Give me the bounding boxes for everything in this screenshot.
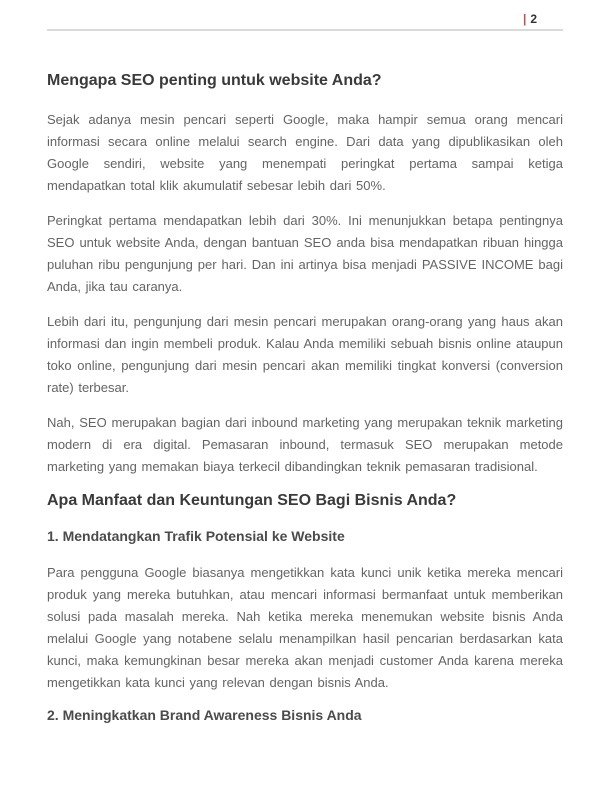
paragraph: Peringkat pertama mendapatkan lebih dari 30%. Ini menunjukkan betapa pentingnya SEO untuk website Anda, dengan bantuan SEO anda bisa mendapatkan ribuan hingga puluhan ribu pengunjung per hari. Dan ini artinya bisa menjadi PASSIVE INCOME bagi Anda, jika tau caranya. [47, 213, 563, 294]
subheading-traffic: 1. Mendatangkan Trafik Potensial ke Website [47, 528, 345, 544]
paragraph: Lebih dari itu, pengunjung dari mesin pencari merupakan orang-orang yang haus akan informasi dan ingin membeli produk. Kalau Anda memiliki sebuah bisnis online ataupun toko online, pengunjung dari mesin pencari akan memiliki tingkat konversi (conversion rate) terbesar. [47, 314, 563, 395]
section-heading-benefits: Apa Manfaat dan Keuntungan SEO Bagi Bisnis Anda? [47, 492, 457, 509]
section-heading-why-seo: Mengapa SEO penting untuk website Anda? [47, 72, 382, 89]
document-content [47, 0, 563, 741]
paragraph: Nah, SEO merupakan bagian dari inbound marketing yang merupakan teknik marketing modern di era digital. Pemasaran inbound, termasuk SEO merupakan metode marketing yang memakan biaya terkecil dibandingkan teknik pemasaran tradisional. [47, 415, 563, 474]
paragraph: Sejak adanya mesin pencari seperti Google, maka hampir semua orang mencari informasi secara online melalui search engine. Dari data yang dipublikasikan oleh Google sendiri, website yang menempati peringkat pertama sampai ketiga mendapatkan total klik akumulatif sebesar lebih dari 50%. [47, 112, 563, 193]
page-number: 2 [530, 12, 537, 26]
page-number-separator: | [522, 12, 527, 26]
paragraph: Para pengguna Google biasanya mengetikkan kata kunci unik ketika mereka mencari produk yang mereka butuhkan, atau mencari informasi bermanfaat untuk memberikan solusi pada masalah mereka. Nah ketika mereka menemukan website bisnis Anda melalui Google yang notabene selalu menampilkan hasil pencarian berdasarkan kata kunci, maka kemungkinan besar mereka akan menjadi customer Anda karena mereka mengetikkan kata kunci yang relevan dengan bisnis Anda. [47, 565, 563, 690]
subheading-brand-awareness: 2. Meningkatkan Brand Awareness Bisnis Anda [47, 707, 362, 723]
